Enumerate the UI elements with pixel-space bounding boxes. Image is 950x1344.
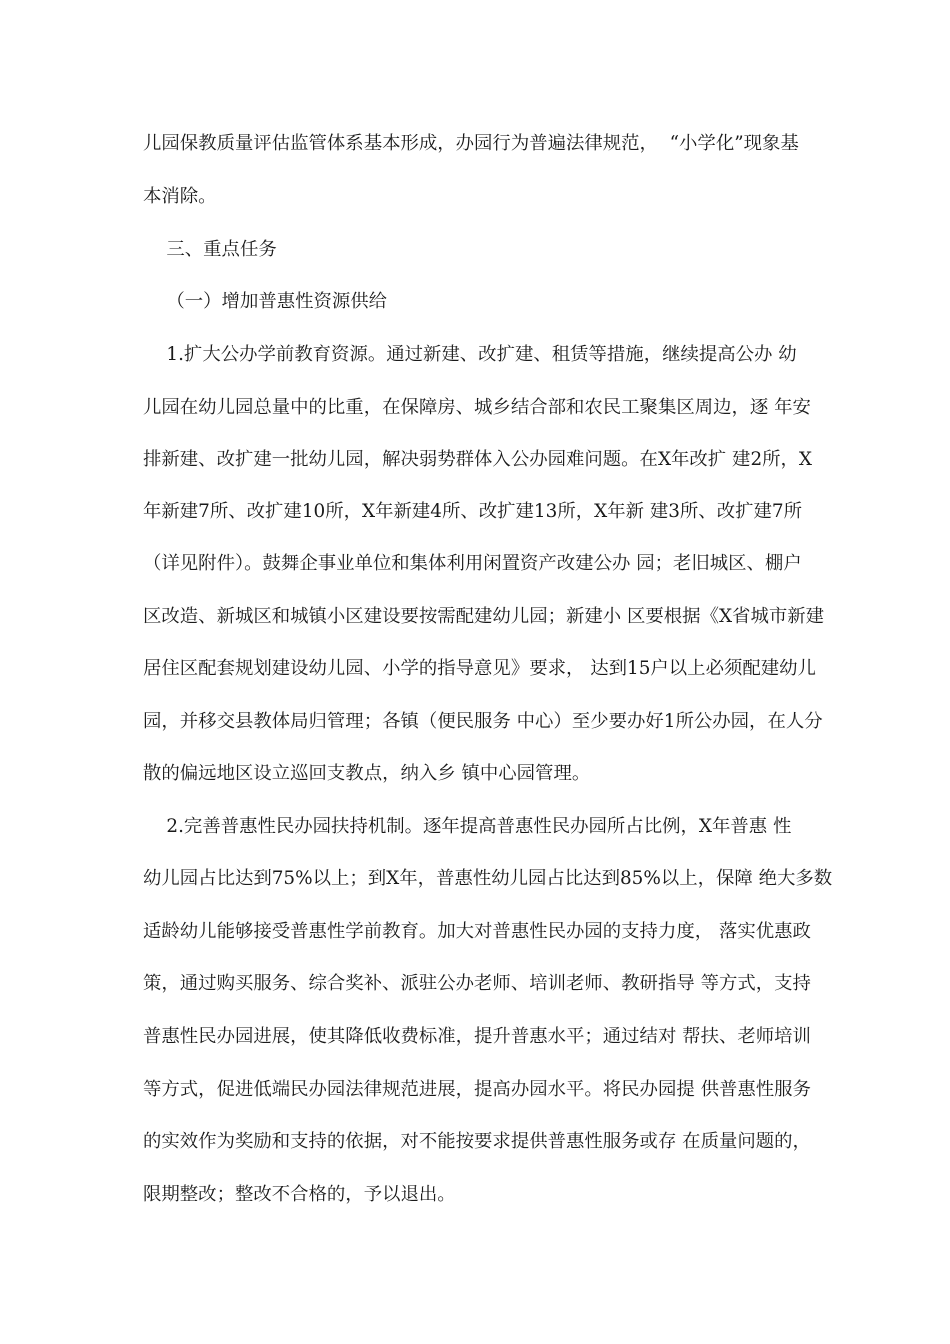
section-heading: 三、重点任务 [143, 239, 277, 260]
paragraph-2-line-8: 限期整改；整改不合格的，予以退出。 [143, 1184, 456, 1205]
paragraph-2-line-5: 普惠性民办园进展，使其降低收费标准，提升普惠水平；通过结对 帮扶、老师培训 [143, 1026, 811, 1047]
paragraph-1-line-4: 年新建7所、改扩建10所，X年新建4所、改扩建13所，X年新 建3所、改扩建7所 [143, 501, 802, 522]
paragraph-1-line-3: 排新建、改扩建一批幼儿园，解决弱势群体入公办园难问题。在X年改扩 建2所，X [143, 449, 813, 470]
paragraph-2-line-4: 策，通过购买服务、综合奖补、派驻公办老师、培训老师、教研指导 等方式，支持 [143, 973, 811, 994]
paragraph-2-line-3: 适龄幼儿能够接受普惠性学前教育。加大对普惠性民办园的支持力度， 落实优惠政 [143, 921, 811, 942]
paragraph-1-line-2: 儿园在幼儿园总量中的比重，在保障房、城乡结合部和农民工聚集区周边，逐 年安 [143, 397, 811, 418]
text-line-2: 本消除。 [143, 186, 217, 207]
paragraph-1-line-8: 园，并移交县教体局归管理；各镇（便民服务 中心）至少要办好1所公办园，在人分 [143, 711, 823, 732]
paragraph-2-line-1: 2.完善普惠性民办园扶持机制。逐年提高普惠性民办园所占比例，X年普惠 性 [143, 816, 792, 837]
paragraph-1-line-5: （详见附件）。鼓舞企事业单位和集体利用闲置资产改建公办 园；老旧城区、棚户 [143, 553, 802, 574]
subsection-heading: （一）增加普惠性资源供给 [143, 291, 388, 312]
paragraph-2-line-7: 的实效作为奖励和支持的依据，对不能按要求提供普惠性服务或存 在质量问题的， [143, 1131, 811, 1152]
paragraph-2-line-6: 等方式，促进低端民办园法律规范进展，提高办园水平。将民办园提 供普惠性服务 [143, 1079, 811, 1100]
paragraph-2-line-2: 幼儿园占比达到75%以上；到X年，普惠性幼儿园占比达到85%以上，保障 绝大多数 [143, 868, 833, 889]
paragraph-1-line-9: 散的偏远地区设立巡回支教点，纳入乡 镇中心园管理。 [143, 763, 591, 784]
paragraph-1-line-7: 居住区配套规划建设幼儿园、小学的指导意见》要求， 达到15户以上必须配建幼儿 [143, 658, 816, 679]
paragraph-1-line-6: 区改造、新城区和城镇小区建设要按需配建幼儿园；新建小 区要根据《X省城市新建 [143, 606, 825, 627]
text-line-1: 儿园保教质量评估监管体系基本形成，办园行为普遍法律规范， “小学化”现象基 [143, 133, 799, 154]
paragraph-1-line-1: 1.扩大公办学前教育资源。通过新建、改扩建、租赁等措施，继续提高公办 幼 [143, 344, 797, 365]
